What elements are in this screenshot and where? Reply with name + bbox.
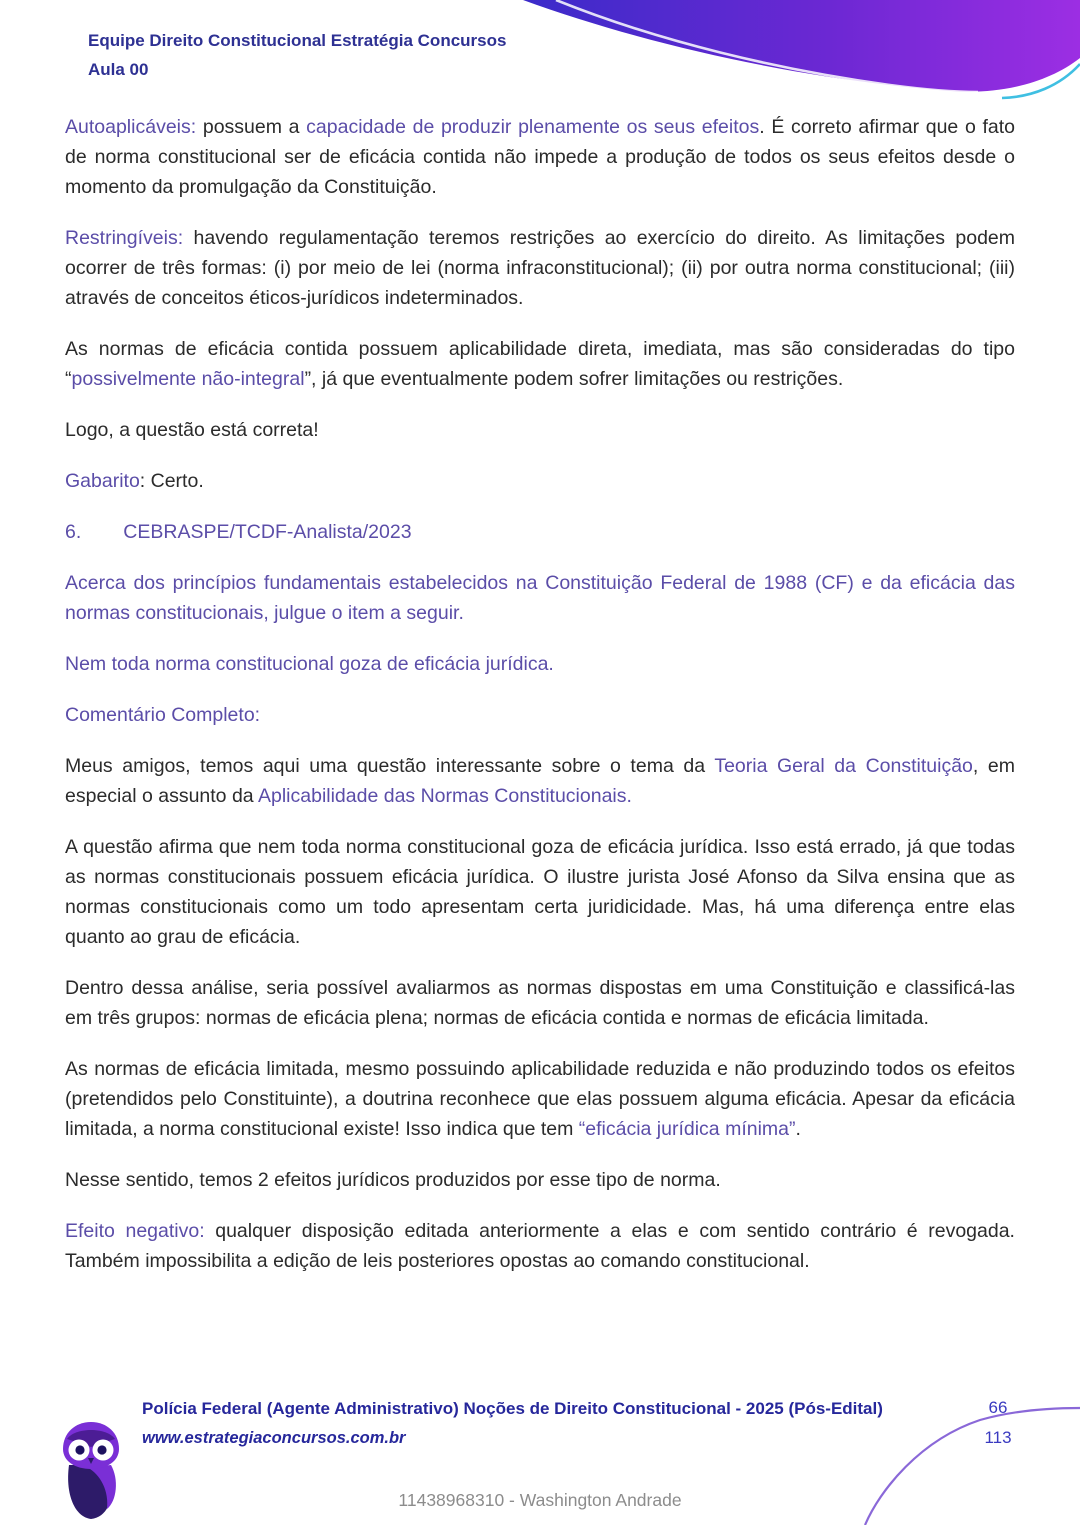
paragraph	[65, 568, 1015, 628]
text-segment: “eficácia jurídica mínima”	[578, 1118, 796, 1140]
paragraph	[65, 334, 1015, 394]
text-segment: A questão afirma que nem toda norma constitucional goza de eficácia jurídica. Isso está errado, já que todas as normas constitucionais possuem eficácia jurídica. O ilustre jurista José Afonso da Silva ensina que as normas constitucionais como um todo apresentam certa juridicidade. Mas, há uma diferença entre elas quanto ao grau de eficácia.	[65, 836, 1015, 948]
text-segment: Logo, a questão está correta!	[65, 419, 319, 441]
watermark-student-id: 11438968310 - Washington Andrade	[398, 1490, 682, 1510]
text-segment: : Certo.	[139, 470, 204, 492]
paragraph	[65, 1165, 1015, 1195]
text-segment: .	[795, 1118, 801, 1140]
text-segment: possuem a	[196, 116, 307, 138]
footer-arc-decoration	[860, 1405, 1080, 1525]
text-segment: Restringíveis:	[65, 227, 184, 249]
footer-website-link[interactable]: www.estrategiaconcursos.com.br	[142, 1429, 406, 1447]
paragraph	[65, 1054, 1015, 1144]
text-segment: , em especial o assunto da	[65, 755, 1015, 807]
paragraph	[65, 1216, 1015, 1276]
page-number-total: 113	[984, 1428, 1012, 1447]
text-segment: Teoria Geral da Constituição	[714, 755, 973, 777]
text-segment: Comentário Completo:	[65, 704, 261, 726]
text-segment: possivelmente não-integral	[71, 368, 305, 390]
paragraph	[65, 112, 1015, 202]
paragraph	[65, 649, 1015, 679]
text-segment: Meus amigos, temos aqui uma questão interessante sobre o tema da	[65, 755, 715, 777]
text-segment: qualquer disposição editada anteriormente a elas e com sentido contrário é revogada. Também impossibilita a edição de leis posteriores opostas ao comando constitucional.	[65, 1220, 1015, 1272]
text-segment: As normas de eficácia contida possuem aplicabilidade direta, imediata, mas são consideradas do tipo “	[65, 338, 1015, 390]
text-segment: Autoaplicáveis:	[65, 116, 197, 138]
text-segment: Gabarito	[65, 470, 140, 492]
paragraph	[65, 415, 1015, 445]
text-segment: . É correto afirmar que o fato de norma constitucional ser de eficácia contida não impede a produção de todos os seus efeitos desde o momento da promulgação da Constituição.	[65, 116, 1015, 198]
text-segment: ”, já que eventualmente podem sofrer limitações ou restrições.	[304, 368, 844, 390]
paragraph	[65, 700, 1015, 730]
header-lesson-line: Aula 00	[88, 60, 149, 79]
paragraph	[65, 832, 1015, 952]
page-header	[88, 26, 506, 84]
text-segment: havendo regulamentação teremos restrições ao exercício do direito. As limitações podem ocorrer de três formas: (i) por meio de lei (norma infraconstitucional); (ii) por outra norma constitucional; (iii) através de conceitos éticos-jurídicos indeterminados.	[65, 227, 1015, 309]
header-team-line: Equipe Direito Constitucional Estratégia Concursos	[88, 31, 507, 50]
text-segment: Aplicabilidade das Normas Constitucionais.	[257, 785, 632, 807]
text-segment: Nesse sentido, temos 2 efeitos jurídicos produzidos por esse tipo de norma.	[65, 1169, 721, 1191]
paragraph	[65, 223, 1015, 313]
paragraph	[65, 973, 1015, 1033]
text-segment: 6.	[65, 521, 82, 543]
page-number-current: 66	[988, 1398, 1008, 1417]
text-segment: As normas de eficácia limitada, mesmo possuindo aplicabilidade reduzida e não produzindo todos os efeitos (pretendidos pelo Constituinte), a doutrina reconhece que elas possuem alguma eficácia. Apesar da eficácia limitada, a norma constitucional existe! Isso indica que tem	[65, 1058, 1015, 1140]
text-segment: capacidade de produzir plenamente os seus efeitos	[306, 116, 760, 138]
footer-course-title: Polícia Federal (Agente Administrativo) Noções de Direito Constitucional - 2025 (Pós-Edital)	[142, 1399, 883, 1418]
document-body	[65, 112, 1015, 1276]
text-segment: Nem toda norma constitucional goza de eficácia jurídica.	[65, 653, 554, 675]
page-footer	[0, 1365, 1080, 1525]
footer-text-block	[142, 1398, 883, 1448]
text-segment: Efeito negativo:	[65, 1220, 205, 1242]
text-segment: Acerca dos princípios fundamentais estabelecidos na Constituição Federal de 1988 (CF) e da eficácia das normas constitucionais, julgue o item a seguir.	[65, 572, 1015, 624]
question-heading	[65, 517, 1015, 547]
paragraph	[65, 466, 1015, 496]
text-segment: CEBRASPE/TCDF-Analista/2023	[123, 521, 412, 543]
text-segment: Dentro dessa análise, seria possível avaliarmos as normas dispostas em uma Constituição e classificá-las em três grupos: normas de eficácia plena; normas de eficácia contida e normas de eficácia limitada.	[65, 977, 1015, 1029]
paragraph	[65, 751, 1015, 811]
wave-shape	[523, 0, 1080, 92]
